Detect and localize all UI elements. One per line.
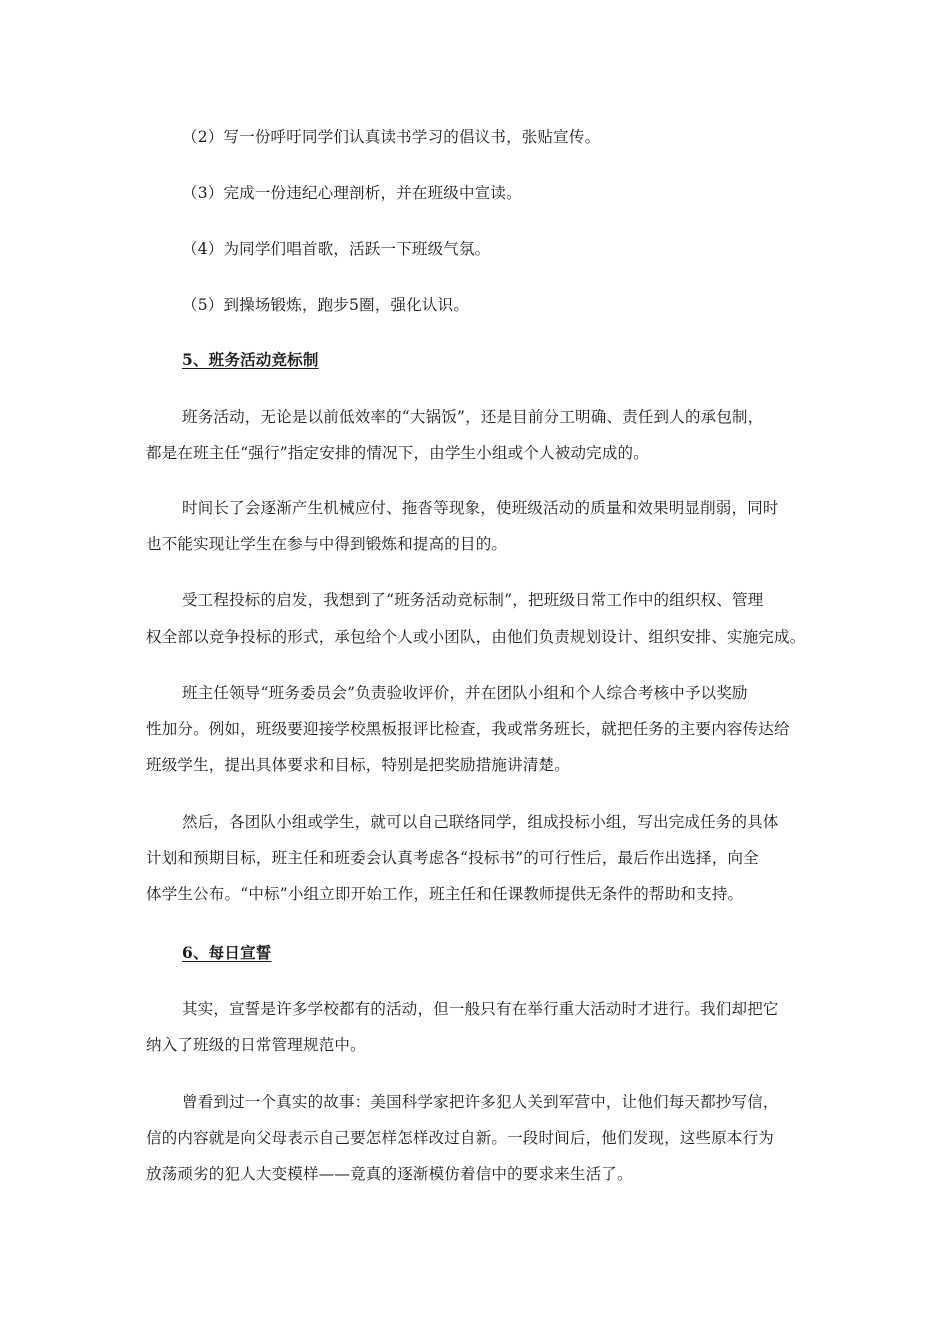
paragraph-line: 班主任领导“班务委员会”负责验收评价，并在团队小组和个人综合考核中予以奖励 xyxy=(182,684,748,702)
section-heading: 6、每日宣誓 xyxy=(182,943,272,962)
paragraph-line: 纳入了班级的日常管理规范中。 xyxy=(146,1036,366,1054)
paragraph-line: 然后，各团队小组或学生，就可以自己联络同学，组成投标小组，写出完成任务的具体 xyxy=(182,813,779,831)
paragraph-line: 性加分。例如，班级要迎接学校黑板报评比检查，我或常务班长，就把任务的主要内容传达给 xyxy=(146,720,790,738)
paragraph-line: 都是在班主任“强行”指定安排的情况下，由学生小组或个人被动完成的。 xyxy=(146,444,649,462)
list-item: （5）到操场锻炼，跑步5圈，强化认识。 xyxy=(182,296,470,314)
paragraph-line: 曾看到过一个真实的故事：美国科学家把许多犯人关到军营中，让他们每天都抄写信， xyxy=(182,1093,779,1111)
paragraph-line: 信的内容就是向父母表示自己要怎样怎样改过自新。一段时间后，他们发现，这些原本行为 xyxy=(146,1129,775,1147)
paragraph-line: 班级学生，提出具体要求和目标，特别是把奖励措施讲清楚。 xyxy=(146,756,570,774)
paragraph-line: 计划和预期目标，班主任和班委会认真考虑各“投标书”的可行性后，最后作出选择，向全 xyxy=(146,849,759,867)
paragraph-line: 时间长了会逐渐产生机械应付、拖沓等现象，使班级活动的质量和效果明显削弱，同时 xyxy=(182,499,779,517)
paragraph-line: 权全部以竞争投标的形式，承包给个人或小团队，由他们负责规划设计、组织安排、实施完成。 xyxy=(146,628,806,646)
list-item: （3）完成一份违纪心理剖析，并在班级中宣读。 xyxy=(182,184,522,202)
paragraph-line: 受工程投标的启发，我想到了“班务活动竞标制”，把班级日常工作中的组织权、管理 xyxy=(182,591,764,609)
paragraph-line: 体学生公布。“中标”小组立即开始工作，班主任和任课教师提供无条件的帮助和支持。 xyxy=(146,885,744,903)
list-item: （2）写一份呼吁同学们认真读书学习的倡议书，张贴宣传。 xyxy=(182,128,601,146)
paragraph-line: 班务活动，无论是以前低效率的“大锅饭”，还是目前分工明确、责任到人的承包制， xyxy=(182,408,764,426)
section-heading: 5、班务活动竞标制 xyxy=(182,350,319,369)
paragraph-line: 也不能实现让学生在参与中得到锻炼和提高的目的。 xyxy=(146,535,508,553)
list-item: （4）为同学们唱首歌，活跃一下班级气氛。 xyxy=(182,240,491,258)
paragraph-line: 其实，宣誓是许多学校都有的活动，但一般只有在举行重大活动时才进行。我们却把它 xyxy=(182,1000,779,1018)
paragraph-line: 放荡顽劣的犯人大变模样——竟真的逐渐模仿着信中的要求来生活了。 xyxy=(146,1165,633,1183)
